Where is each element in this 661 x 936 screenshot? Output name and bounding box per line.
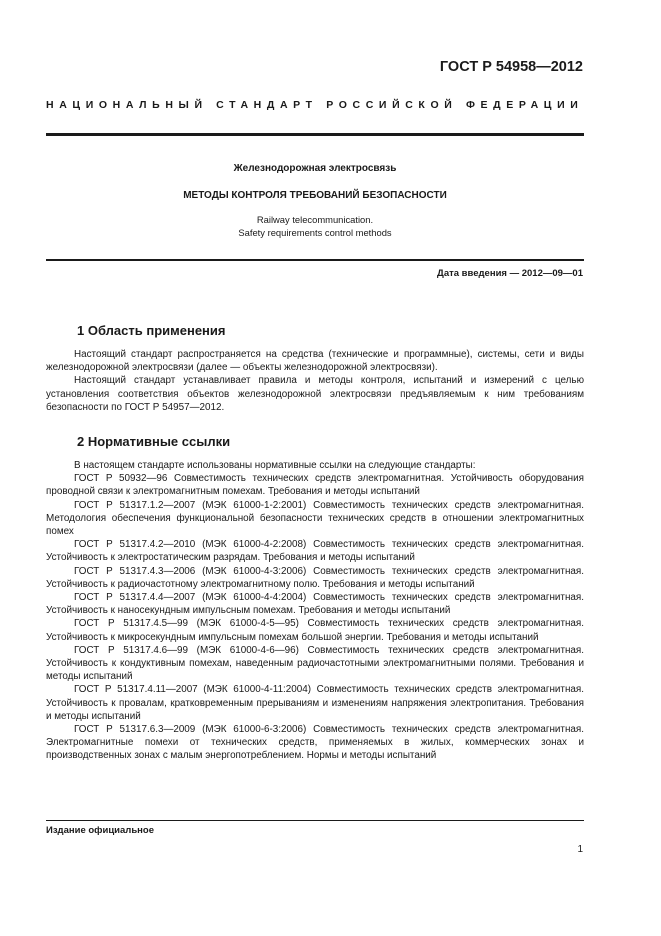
document-subject: Железнодорожная электросвязь [233, 163, 397, 174]
section-heading: 2 Нормативные ссылки [77, 434, 231, 449]
reference-item: ГОСТ Р 51317.4.2—2010 (МЭК 61000-4-2:2008) Совместимость технических средств электромагнитная. Устойчивость к электростатическим разрядам. Требования и методы испытаний [46, 539, 584, 564]
title-divider [46, 259, 584, 261]
section-normative-references [46, 433, 584, 763]
section-scope [46, 322, 584, 414]
reference-item: ГОСТ Р 50932—96 Совместимость технических средств электромагнитная. Устойчивость оборудования проводной связи к электромагнитным помехам. Требования и методы испытаний [46, 473, 584, 498]
paragraph: Настоящий стандарт устанавливает правила и методы контроля, испытаний и измерений с целью установления соответствия объектов железнодорожной электросвязи предъявляемым к ним требованиям безопасности по ГОСТ Р 54957—2012. [46, 375, 584, 413]
english-title-line-1: Railway telecommunication. [256, 214, 374, 225]
reference-item: ГОСТ Р 51317.4.11—2007 (МЭК 61000-4-11:2004) Совместимость технических средств электромагнитная. Устойчивость к провалам, кратковременным прерываниям и изменениям напряжения электропитания. Требования и методы испытаний [46, 684, 584, 722]
edition-note: Издание официальное [46, 825, 154, 836]
paragraph: В настоящем стандарте использованы нормативные ссылки на следующие стандарты: [74, 460, 476, 471]
footer-divider [46, 820, 584, 821]
reference-item: ГОСТ Р 51317.4.4—2007 (МЭК 61000-4-4:2004) Совместимость технических средств электромагнитная. Устойчивость к наносекундным импульсным помехам. Требования и методы испытаний [46, 592, 584, 617]
reference-item: ГОСТ Р 51317.4.3—2006 (МЭК 61000-4-3:2006) Совместимость технических средств электромагнитная. Устойчивость к радиочастотному электромагнитному полю. Требования и методы испытаний [46, 565, 584, 590]
standard-title: НАЦИОНАЛЬНЫЙ СТАНДАРТ РОССИЙСКОЙ ФЕДЕРАЦИИ [46, 99, 584, 111]
english-title-line-2: Safety requirements control methods [238, 226, 392, 238]
english-title [46, 214, 584, 239]
paragraph: Настоящий стандарт распространяется на средства (технические и программные), системы, сети и виды железнодорожной электросвязи (далее — объекты железнодорожной электросвязи). [46, 349, 584, 374]
page-number: 1 [577, 844, 583, 855]
header-divider [46, 133, 584, 136]
reference-item: ГОСТ Р 51317.6.3—2009 (МЭК 61000-6-3:2006) Совместимость технических средств электромагнитная. Электромагнитные помехи от технических средств, применяемых в жилых, коммерческих зонах и производственных зонах с малым энергопотреблением. Нормы и методы испытаний [46, 724, 584, 762]
reference-item: ГОСТ Р 51317.1.2—2007 (МЭК 61000-1-2:2001) Совместимость технических средств электромагнитная. Методология обеспечения функциональной безопасности технических средств в отношении электромагнитных помех [46, 499, 584, 538]
reference-item: ГОСТ Р 51317.4.5—99 (МЭК 61000-4-5—95) Совместимость технических средств электромагнитная. Устойчивость к микросекундным импульсным помехам большой энергии. Требования и методы испытаний [46, 618, 584, 643]
document-title: МЕТОДЫ КОНТРОЛЯ ТРЕБОВАНИЙ БЕЗОПАСНОСТИ [183, 190, 447, 201]
introduction-date: Дата введения — 2012—09—01 [437, 268, 583, 279]
document-code: ГОСТ Р 54958—2012 [439, 59, 583, 75]
section-heading: 1 Область применения [77, 323, 226, 338]
reference-item: ГОСТ Р 51317.4.6—99 (МЭК 61000-4-6—96) Совместимость технических средств электромагнитная. Устойчивость к кондуктивным помехам, наведенным радиочастотными электромагнитными полями. Требования и методы испытаний [46, 644, 584, 683]
